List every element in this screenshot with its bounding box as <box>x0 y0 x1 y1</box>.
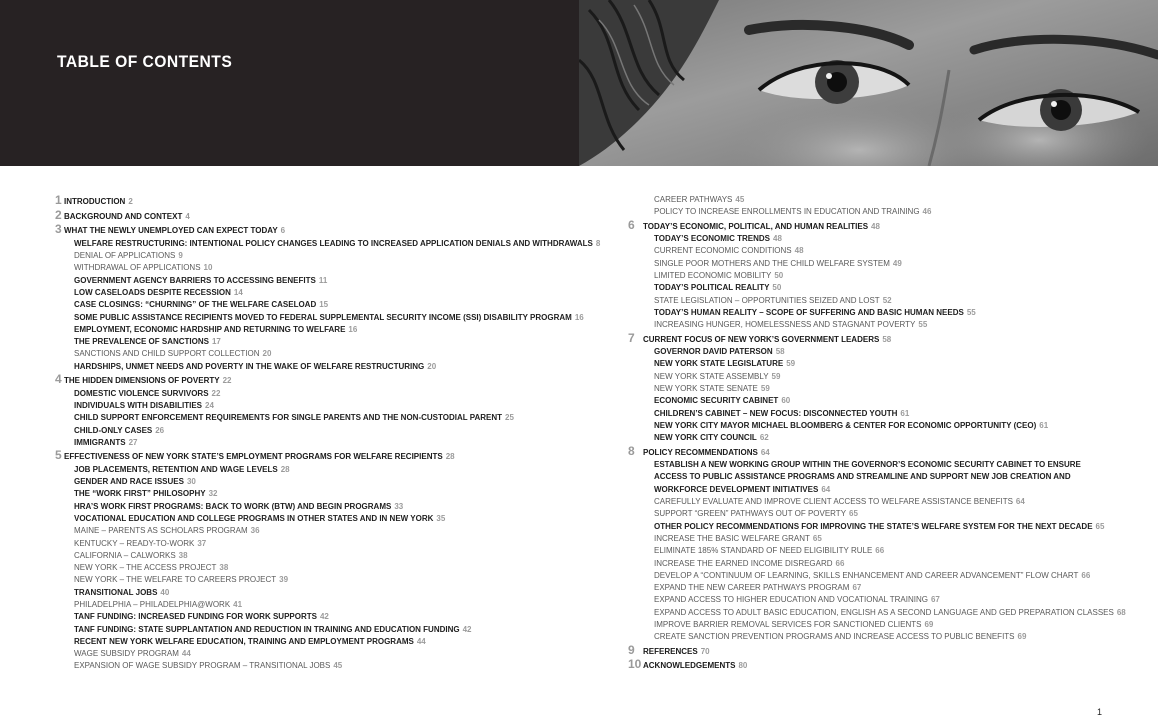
entry-title: TODAY’S HUMAN REALITY – SCOPE OF SUFFERING AND BASIC HUMAN NEEDS <box>654 307 964 317</box>
entry-title: ECONOMIC SECURITY CABINET <box>654 396 779 406</box>
entry-page-number: 35 <box>436 513 446 523</box>
entry-title: NEW YORK – THE ACCESS PROJECT <box>74 563 217 573</box>
entry-title: ELIMINATE 185% STANDARD OF NEED ELIGIBILITY RULE <box>654 546 873 556</box>
entry-page-number: 80 <box>738 661 748 671</box>
toc-subsection <box>628 346 1098 358</box>
entry-title: GOVERNMENT AGENCY BARRIERS TO ACCESSING BENEFITS <box>74 275 316 285</box>
toc-subsection <box>55 361 615 373</box>
entry-page-number: 65 <box>1095 521 1105 531</box>
entry-page-number: 50 <box>774 271 784 281</box>
toc-subsection <box>628 233 1098 245</box>
toc-subsection <box>628 408 1098 420</box>
entry-title: EMPLOYMENT, ECONOMIC HARDSHIP AND RETURNING TO WELFARE <box>74 324 346 334</box>
entry-title: IMPROVE BARRIER REMOVAL SERVICES FOR SANCTIONED CLIENTS <box>654 619 922 629</box>
entry-title: DENIAL OF APPLICATIONS <box>74 251 176 261</box>
entry-title: NEW YORK CITY MAYOR MICHAEL BLOOMBERG & CENTER FOR ECONOMIC OPPORTUNITY (CEO) <box>654 420 1037 430</box>
entry-title: DOMESTIC VIOLENCE SURVIVORS <box>74 388 209 398</box>
entry-title: CHILD-ONLY CASES <box>74 425 153 435</box>
entry-page-number: 20 <box>262 349 272 359</box>
toc-section <box>55 207 615 224</box>
toc-section <box>628 657 1098 673</box>
entry-page-number: 48 <box>871 221 880 231</box>
entry-title: CREATE SANCTION PREVENTION PROGRAMS AND INCREASE ACCESS TO PUBLIC BENEFITS <box>654 632 1015 642</box>
entry-page-number: 52 <box>882 295 892 305</box>
entry-title: POLICY TO INCREASE ENROLLMENTS IN EDUCATION AND TRAINING <box>654 207 920 217</box>
entry-page-number: 55 <box>918 320 928 330</box>
entry-page-number: 6 <box>280 226 286 236</box>
entry-page-number: 28 <box>280 464 290 474</box>
entry-page-number: 38 <box>219 563 229 573</box>
entry-title: SUPPORT “GREEN” PATHWAYS OUT OF POVERTY <box>654 509 847 519</box>
toc-item <box>55 648 615 660</box>
entry-title: NEW YORK STATE SENATE <box>654 384 758 394</box>
entry-title: TANF FUNDING: INCREASED FUNDING FOR WORK SUPPORTS <box>74 612 317 622</box>
entry-page-number: 9 <box>178 251 183 261</box>
entry-title: EXPAND THE NEW CAREER PATHWAYS PROGRAM <box>654 583 850 593</box>
entry-page-number: 44 <box>181 649 191 659</box>
toc-item <box>628 533 1098 545</box>
toc-subsection <box>55 636 615 648</box>
toc-item <box>55 574 615 586</box>
entry-title: INTRODUCTION <box>64 197 126 206</box>
entry-title: ESTABLISH A NEW WORKING GROUP WITHIN THE GOVERNOR’S ECONOMIC SECURITY CABINET TO ENSURE ACCESS TO PUBLIC ASSISTANCE PROGRAMS AND STREAMLINE AND SUPPORT NEW JOB CREATION AND WORKFORCE DEVELOPMENT INITIATIVES <box>654 460 1081 494</box>
entry-title: VOCATIONAL EDUCATION AND COLLEGE PROGRAMS IN OTHER STATES AND IN NEW YORK <box>74 513 434 523</box>
entry-page-number: 67 <box>930 595 940 605</box>
entry-title: CAREER PATHWAYS <box>654 195 733 204</box>
entry-title: INCREASE THE EARNED INCOME DISREGARD <box>654 558 833 568</box>
entry-title: NEW YORK STATE ASSEMBLY <box>654 371 769 381</box>
entry-page-number: 69 <box>1017 632 1027 642</box>
entry-page-number: 37 <box>197 538 207 548</box>
toc-subsection <box>628 358 1098 370</box>
entry-title: ACKNOWLEDGEMENTS <box>643 661 736 671</box>
toc-subsection <box>55 464 615 476</box>
toc-item <box>55 538 615 550</box>
entry-title: CALIFORNIA – CALWORKS <box>74 550 176 560</box>
toc-item <box>55 550 615 562</box>
toc-subsection <box>55 324 615 336</box>
toc-item <box>628 319 1098 331</box>
toc-subsection <box>55 388 615 400</box>
toc-item <box>628 270 1098 282</box>
entry-page-number: 20 <box>427 361 437 371</box>
entry-page-number: 2 <box>128 197 133 206</box>
entry-title: CHILDREN’S CABINET – NEW FOCUS: DISCONNECTED YOUTH <box>654 408 898 418</box>
toc-subsection <box>55 412 615 424</box>
toc-item <box>628 496 1098 508</box>
toc-item <box>628 631 1098 643</box>
entry-page-number: 45 <box>333 661 343 671</box>
toc-item <box>55 660 615 672</box>
entry-title: DEVELOP A “CONTINUUM OF LEARNING, SKILLS ENHANCEMENT AND CAREER ADVANCEMENT” FLOW CHART <box>654 570 1079 580</box>
entry-title: WELFARE RESTRUCTURING: INTENTIONAL POLICY CHANGES LEADING TO INCREASED APPLICATION DENIALS AND WITHDRAWALS <box>74 238 593 248</box>
toc-item <box>628 570 1098 582</box>
entry-title: CAREFULLY EVALUATE AND IMPROVE CLIENT ACCESS TO WELFARE ASSISTANCE BENEFITS <box>654 497 1013 507</box>
toc-subsection <box>628 420 1098 432</box>
toc-subsection <box>55 275 615 287</box>
toc-section <box>628 217 1098 234</box>
entry-page-number: 25 <box>505 413 514 423</box>
toc-subsection <box>55 624 615 636</box>
toc-item <box>628 558 1098 570</box>
entry-title: CHILD SUPPORT ENFORCEMENT REQUIREMENTS FOR SINGLE PARENTS AND THE NON-CUSTODIAL PARENT <box>74 413 503 423</box>
entry-title: NEW YORK – THE WELFARE TO CAREERS PROJECT <box>74 575 277 585</box>
entry-page-number: 66 <box>875 546 885 556</box>
toc-subsection <box>628 432 1098 444</box>
entry-page-number: 58 <box>775 347 785 357</box>
entry-title: KENTUCKY – READY-TO-WORK <box>74 538 195 548</box>
entry-title: PHILADELPHIA – PHILADELPHIA@WORK <box>74 599 231 609</box>
toc-item <box>628 194 1098 206</box>
entry-title: RECENT NEW YORK WELFARE EDUCATION, TRAINING AND EMPLOYMENT PROGRAMS <box>74 636 414 646</box>
toc-section <box>55 372 615 388</box>
entry-page-number: 59 <box>786 359 796 369</box>
entry-page-number: 65 <box>812 533 822 543</box>
entry-page-number: 50 <box>772 283 782 293</box>
entry-page-number: 41 <box>233 599 243 609</box>
entry-title: GOVERNOR DAVID PATERSON <box>654 347 773 357</box>
entry-title: NEW YORK STATE LEGISLATURE <box>654 359 784 369</box>
entry-title: WHAT THE NEWLY UNEMPLOYED CAN EXPECT TODAY <box>64 226 278 236</box>
entry-page-number: 32 <box>208 489 218 499</box>
entry-page-number: 11 <box>318 275 328 285</box>
toc-section <box>55 448 615 464</box>
entry-title: HARDSHIPS, UNMET NEEDS AND POVERTY IN THE WAKE OF WELFARE RESTRUCTURING <box>74 361 425 371</box>
toc-subsection <box>55 287 615 299</box>
entry-page-number: 45 <box>735 195 745 204</box>
entry-page-number: 66 <box>1081 570 1091 580</box>
entry-title: JOB PLACEMENTS, RETENTION AND WAGE LEVELS <box>74 464 278 474</box>
toc-item <box>55 599 615 611</box>
toc-subsection <box>55 425 615 437</box>
entry-title: EXPANSION OF WAGE SUBSIDY PROGRAM – TRANSITIONAL JOBS <box>74 661 331 671</box>
entry-page-number: 26 <box>155 425 165 435</box>
toc-item <box>628 371 1098 383</box>
toc-item <box>55 562 615 574</box>
toc-item <box>628 258 1098 270</box>
entry-page-number: 62 <box>759 433 769 443</box>
entry-page-number: 10 <box>203 263 213 273</box>
entry-page-number: 8 <box>595 238 601 248</box>
toc-item <box>55 525 615 537</box>
entry-page-number: 58 <box>882 334 892 344</box>
entry-title: EXPAND ACCESS TO HIGHER EDUCATION AND VOCATIONAL TRAINING <box>654 595 928 605</box>
entry-title: TODAY’S ECONOMIC TRENDS <box>654 234 771 244</box>
toc-subsection <box>55 488 615 500</box>
page-number: 1 <box>1096 707 1102 717</box>
toc-item <box>628 582 1098 594</box>
toc-subsection <box>628 521 1105 533</box>
entry-page-number: 59 <box>771 371 781 381</box>
entry-page-number: 70 <box>700 646 710 656</box>
entry-title: EFFECTIVENESS OF NEW YORK STATE’S EMPLOYMENT PROGRAMS FOR WELFARE RECIPIENTS <box>64 452 443 462</box>
entry-page-number: 46 <box>922 207 932 217</box>
entry-title: TODAY’S ECONOMIC, POLITICAL, AND HUMAN REALITIES <box>643 221 869 231</box>
toc-subsection <box>55 400 615 412</box>
toc-item <box>55 262 615 274</box>
face-photo-image <box>579 0 1158 166</box>
entry-page-number: 22 <box>211 388 221 398</box>
section-number: 7 <box>628 330 635 345</box>
section-number: 4 <box>55 372 62 387</box>
toc-column-left <box>55 194 615 673</box>
entry-title: TRANSITIONAL JOBS <box>74 587 158 597</box>
toc-subsection <box>55 501 615 513</box>
toc-column-right <box>628 194 1126 673</box>
entry-page-number: 61 <box>1039 420 1049 430</box>
toc-item <box>628 295 1098 307</box>
entry-page-number: 64 <box>760 447 770 457</box>
entry-title: BACKGROUND AND CONTEXT <box>64 211 183 221</box>
entry-page-number: 61 <box>900 408 910 418</box>
entry-title: INDIVIDUALS WITH DISABILITIES <box>74 400 202 410</box>
entry-title: THE “WORK FIRST” PHILOSOPHY <box>74 489 206 499</box>
entry-page-number: 16 <box>574 312 584 322</box>
entry-page-number: 44 <box>416 636 426 646</box>
section-number: 8 <box>628 443 635 458</box>
toc-subsection <box>628 395 1098 407</box>
toc-subsection <box>628 307 1098 319</box>
entry-page-number: 42 <box>319 612 329 622</box>
entry-page-number: 4 <box>185 211 190 221</box>
toc-item <box>628 594 1098 606</box>
entry-title: CASE CLOSINGS: “CHURNING” OF THE WELFARE CASELOAD <box>74 300 317 310</box>
entry-title: POLICY RECOMMENDATIONS <box>643 447 758 457</box>
entry-title: WAGE SUBSIDY PROGRAM <box>74 649 179 659</box>
entry-page-number: 48 <box>773 234 782 244</box>
entry-page-number: 24 <box>205 400 214 410</box>
entry-page-number: 28 <box>445 452 455 462</box>
section-number: 10 <box>628 657 642 672</box>
toc-item <box>55 250 615 262</box>
entry-page-number: 33 <box>394 501 404 511</box>
entry-page-number: 55 <box>966 307 976 317</box>
entry-title: GENDER AND RACE ISSUES <box>74 477 184 487</box>
entry-page-number: 40 <box>160 587 170 597</box>
entry-title: LIMITED ECONOMIC MOBILITY <box>654 271 772 281</box>
toc-subsection <box>55 611 615 623</box>
toc-section <box>55 222 615 238</box>
entry-title: SINGLE POOR MOTHERS AND THE CHILD WELFARE SYSTEM <box>654 258 890 268</box>
entry-title: STATE LEGISLATION – OPPORTUNITIES SEIZED AND LOST <box>654 295 880 305</box>
entry-page-number: 64 <box>821 484 831 494</box>
entry-title: NEW YORK CITY COUNCIL <box>654 433 757 443</box>
section-number: 2 <box>55 207 62 222</box>
entry-title: OTHER POLICY RECOMMENDATIONS FOR IMPROVING THE STATE’S WELFARE SYSTEM FOR THE NEXT DECADE <box>654 521 1093 531</box>
toc-section <box>628 443 1098 460</box>
entry-title: MAINE – PARENTS AS SCHOLARS PROGRAM <box>74 526 248 536</box>
toc-item <box>628 607 1126 619</box>
header-photo <box>579 0 1158 166</box>
entry-page-number: 17 <box>211 337 221 347</box>
toc-subsection <box>55 513 615 525</box>
entry-page-number: 38 <box>178 550 188 560</box>
entry-title: TANF FUNDING: STATE SUPPLANTATION AND REDUCTION IN TRAINING AND EDUCATION FUNDING <box>74 624 460 634</box>
entry-title: TODAY’S POLITICAL REALITY <box>654 283 770 293</box>
header-banner <box>0 0 1158 166</box>
entry-title: SOME PUBLIC ASSISTANCE RECIPIENTS MOVED TO FEDERAL SUPPLEMENTAL SECURITY INCOME (SSI) DISABILITY PROGRAM <box>74 312 572 322</box>
toc-subsection <box>628 459 1098 496</box>
entry-page-number: 22 <box>222 376 232 386</box>
section-number: 6 <box>628 217 635 232</box>
section-number: 5 <box>55 448 62 463</box>
entry-page-number: 30 <box>186 477 196 487</box>
entry-page-number: 36 <box>250 526 260 536</box>
entry-page-number: 67 <box>852 583 862 593</box>
entry-page-number: 60 <box>781 396 791 406</box>
entry-title: INCREASE THE BASIC WELFARE GRANT <box>654 533 810 543</box>
entry-title: HRA’S WORK FIRST PROGRAMS: BACK TO WORK (BTW) AND BEGIN PROGRAMS <box>74 501 392 511</box>
toc-section <box>628 642 1098 659</box>
entry-title: SANCTIONS AND CHILD SUPPORT COLLECTION <box>74 349 260 359</box>
toc-subsection <box>55 437 615 449</box>
entry-page-number: 15 <box>319 300 329 310</box>
entry-page-number: 16 <box>348 324 358 334</box>
entry-page-number: 68 <box>1116 607 1126 617</box>
toc-item <box>628 619 1098 631</box>
entry-page-number: 69 <box>924 619 934 629</box>
entry-page-number: 49 <box>892 258 902 268</box>
entry-page-number: 59 <box>760 384 770 394</box>
entry-title: WITHDRAWAL OF APPLICATIONS <box>74 263 201 273</box>
entry-title: INCREASING HUNGER, HOMELESSNESS AND STAGNANT POVERTY <box>654 320 916 330</box>
entry-title: THE PREVALENCE OF SANCTIONS <box>74 337 209 347</box>
section-number: 9 <box>628 642 635 657</box>
entry-title: REFERENCES <box>643 646 698 656</box>
section-number: 1 <box>55 193 62 207</box>
toc-subsection <box>55 587 615 599</box>
entry-title: EXPAND ACCESS TO ADULT BASIC EDUCATION, ENGLISH AS A SECOND LANGUAGE AND GED PREPARATION CLASSES <box>654 607 1114 617</box>
entry-page-number: 64 <box>1015 497 1025 507</box>
toc-subsection <box>55 238 615 250</box>
page-title: TABLE OF CONTENTS <box>57 52 233 71</box>
toc-subsection <box>628 282 1098 294</box>
toc-subsection <box>55 312 615 324</box>
toc-subsection <box>55 336 615 348</box>
entry-page-number: 39 <box>279 575 289 585</box>
toc-subsection <box>55 299 615 311</box>
entry-title: CURRENT FOCUS OF NEW YORK’S GOVERNMENT LEADERS <box>643 334 880 344</box>
toc-item <box>628 545 1098 557</box>
toc-section <box>55 193 615 209</box>
toc-item <box>55 348 615 360</box>
entry-title: CURRENT ECONOMIC CONDITIONS <box>654 246 792 256</box>
toc-item <box>628 245 1098 257</box>
entry-page-number: 27 <box>128 437 138 447</box>
entry-page-number: 48 <box>794 246 804 256</box>
entry-title: IMMIGRANTS <box>74 437 126 447</box>
toc-section <box>628 330 1098 347</box>
toc-subsection <box>55 476 615 488</box>
toc-item <box>628 508 1098 520</box>
entry-page-number: 14 <box>233 287 243 297</box>
entry-title: THE HIDDEN DIMENSIONS OF POVERTY <box>64 376 220 386</box>
section-number: 3 <box>55 222 62 237</box>
toc-item <box>628 383 1098 395</box>
entry-page-number: 66 <box>835 558 845 568</box>
entry-title: LOW CASELOADS DESPITE RECESSION <box>74 287 231 297</box>
toc-item <box>628 206 1098 218</box>
entry-page-number: 65 <box>849 509 858 519</box>
entry-page-number: 42 <box>462 624 472 634</box>
